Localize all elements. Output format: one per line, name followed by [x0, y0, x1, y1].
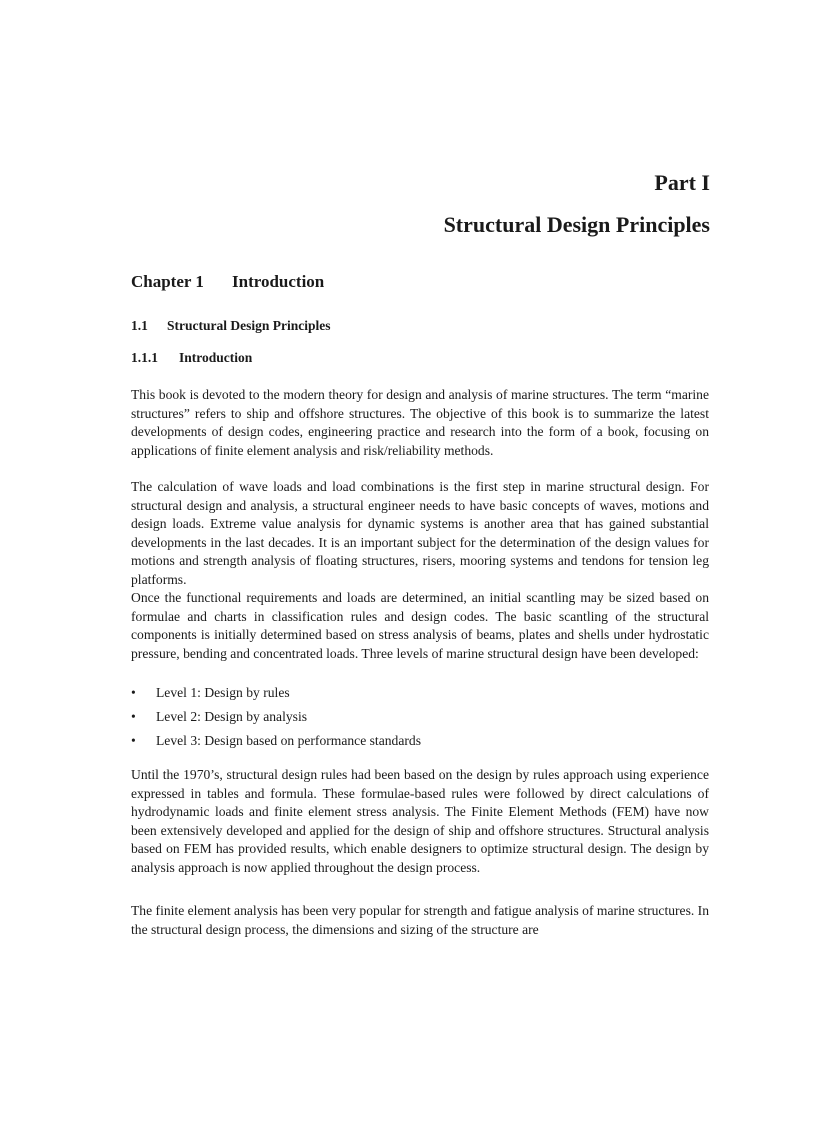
- bullet-icon: •: [131, 685, 136, 700]
- subsection-heading: [131, 350, 252, 366]
- list-item: • Level 2: Design by analysis: [131, 708, 709, 732]
- list-item: • Level 1: Design by rules: [131, 684, 709, 708]
- chapter-title: Introduction: [232, 272, 325, 291]
- design-levels-list: [131, 684, 709, 756]
- bullet-icon: •: [131, 709, 136, 724]
- part-label: Part I: [654, 170, 710, 195]
- paragraph-history: Until the 1970’s, structural design rules had been based on the design by rules approach using experience expressed in tables and formula. These formulae-based rules were followed by direct calculations of hydrodynamic loads and finite element stress analysis. The Finite Element Methods (FEM) have now been extensively developed and applied for the design of ship and offshore structures. Structural analysis based on FEM has provided results, which enable designers to optimize structural design. The design by analysis approach is now applied throughout the design process.: [131, 767, 709, 875]
- chapter-number: Chapter 1: [131, 272, 204, 291]
- list-item: • Level 3: Design based on performance standards: [131, 732, 709, 756]
- section-number: 1.1: [131, 318, 148, 333]
- section-title: Structural Design Principles: [167, 318, 331, 333]
- section-heading: [131, 318, 331, 334]
- part-title: Structural Design Principles: [443, 212, 710, 237]
- chapter-heading: [131, 272, 324, 292]
- paragraph-fea: The finite element analysis has been very popular for strength and fatigue analysis of marine structures. In the structural design process, the dimensions and sizing of the structure are: [131, 903, 709, 937]
- paragraph-scantling: Once the functional requirements and loads are determined, an initial scantling may be sized based on formulae and charts in classification rules and design codes. The basic scantling of the structural components is initially determined based on stress analysis of beams, plates and shells under hydrostatic pressure, bending and concentrated loads. Three levels of marine structural design have been developed:: [131, 590, 709, 661]
- subsection-title: Introduction: [179, 350, 253, 365]
- bullet-icon: •: [131, 733, 136, 748]
- subsection-number: 1.1.1: [131, 350, 158, 365]
- paragraph-wave-loads: The calculation of wave loads and load combinations is the first step in marine structural design. For structural design and analysis, a structural engineer needs to have basic concepts of waves, motions and design loads. Extreme value analysis for dynamic systems is another area that has gained substantial developments in the last decades. It is an important subject for the determination of the design values for motions and strength analysis of floating structures, risers, mooring systems and tendons for tension leg platforms.: [131, 479, 709, 587]
- paragraph-intro: This book is devoted to the modern theory for design and analysis of marine structures. The term “marine structures” refers to ship and offshore structures. The objective of this book is to summarize the latest developments of design codes, engineering practice and research into the form of a book, focusing on applications of finite element analysis and risk/reliability methods.: [131, 387, 709, 458]
